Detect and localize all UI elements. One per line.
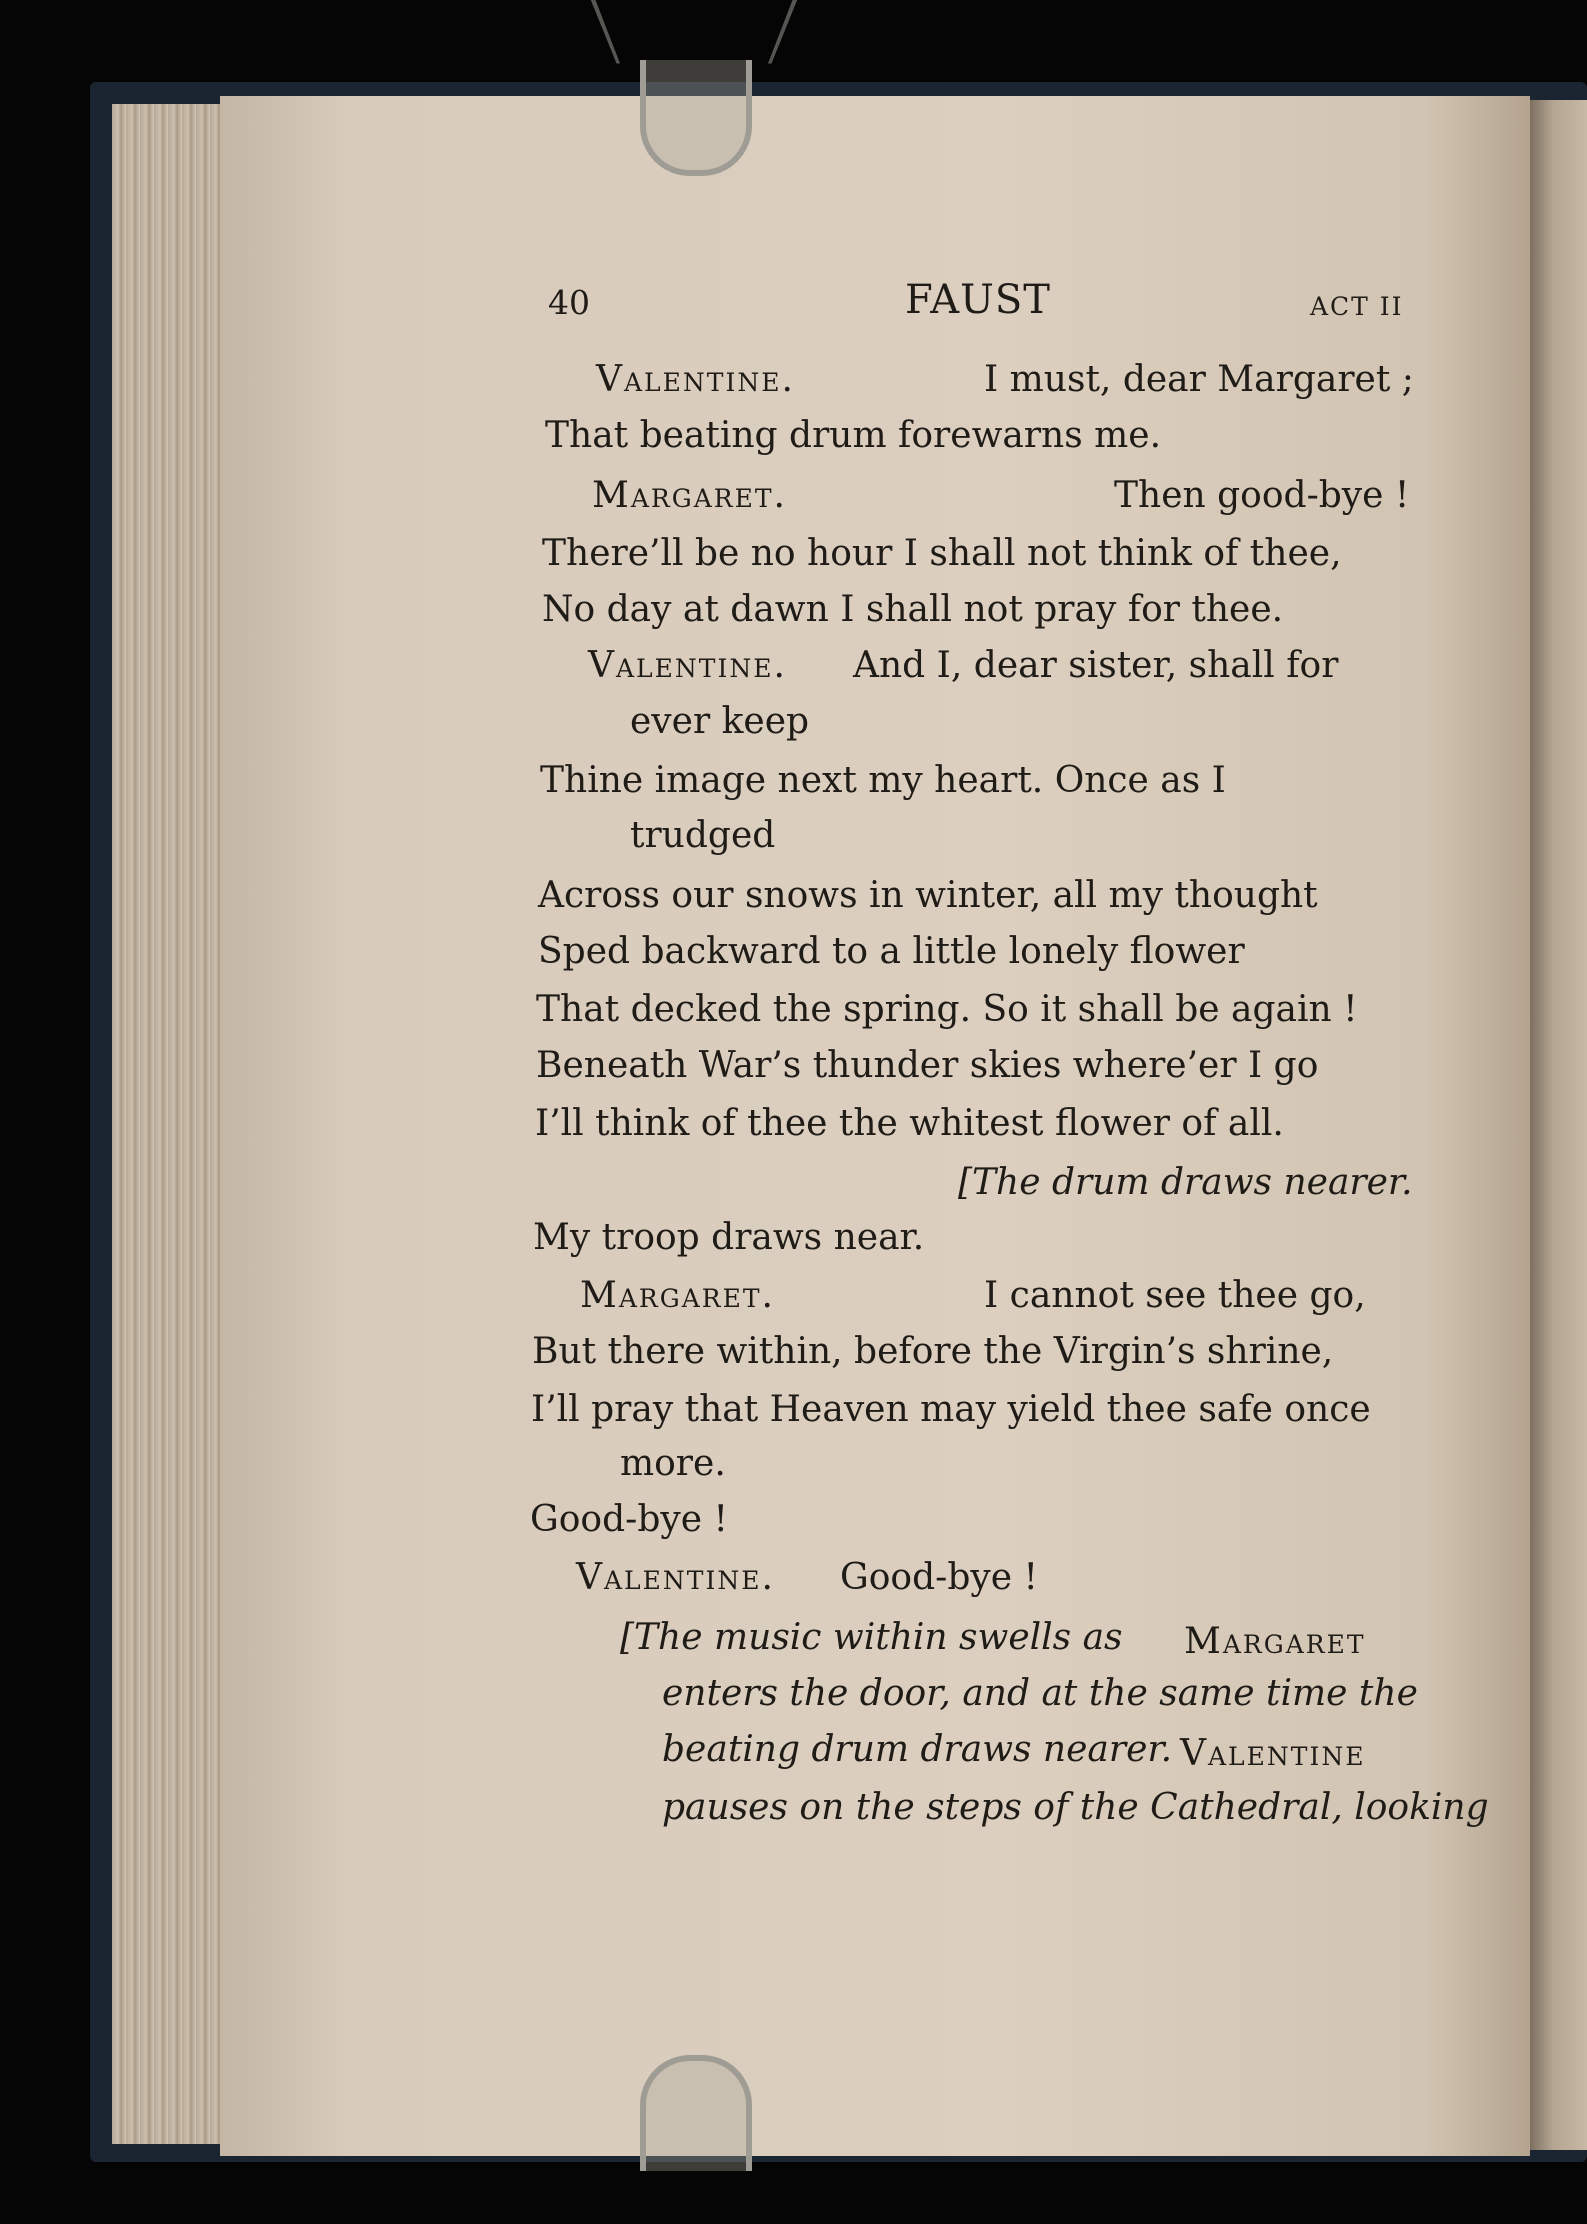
page-clip-stem bbox=[589, 0, 798, 64]
verse-line: more. bbox=[620, 1443, 726, 1484]
verse-line: There’ll be no hour I shall not think of thee, bbox=[542, 533, 1342, 574]
speaker-name: Margaret. bbox=[580, 1275, 775, 1316]
facing-page-edge bbox=[1530, 100, 1587, 2150]
act-label: ACT II bbox=[1310, 292, 1404, 321]
speaker-name: Valentine. bbox=[576, 1557, 775, 1598]
verse-line: Sped backward to a little lonely flower bbox=[538, 931, 1245, 972]
verse-line: No day at dawn I shall not pray for thee. bbox=[542, 589, 1284, 630]
speaker-name: Margaret. bbox=[592, 475, 787, 516]
verse-line: I’ll think of thee the whitest flower of all. bbox=[535, 1103, 1284, 1144]
speaker-name: Valentine. bbox=[588, 645, 787, 686]
verse-line: I’ll pray that Heaven may yield thee safe once bbox=[531, 1389, 1371, 1430]
verse-line: My troop draws near. bbox=[533, 1217, 925, 1258]
verse-line: Beneath War’s thunder skies where’er I go bbox=[536, 1045, 1319, 1086]
stage-direction-line: pauses on the steps of the Cathedral, looking bbox=[662, 1787, 1489, 1828]
verse-line: That beating drum forewarns me. bbox=[545, 415, 1162, 456]
page-number: 40 bbox=[548, 283, 590, 322]
page-clip-bottom bbox=[640, 2055, 752, 2171]
stage-direction-line: [The drum draws nearer. bbox=[958, 1162, 1413, 1203]
running-title: FAUST bbox=[905, 277, 1051, 323]
stage-direction-line: [The music within swells as bbox=[620, 1617, 1123, 1658]
verse-line: Good-bye ! bbox=[530, 1499, 728, 1540]
verse-line: Across our snows in winter, all my thought bbox=[538, 875, 1318, 916]
stage-direction-name: Valentine bbox=[1180, 1733, 1366, 1774]
page-clip-top bbox=[640, 60, 752, 176]
verse-line: I must, dear Margaret ; bbox=[984, 359, 1414, 400]
verse-line: I cannot see thee go, bbox=[984, 1275, 1366, 1316]
verse-line: But there within, before the Virgin’s shrine, bbox=[532, 1331, 1334, 1372]
verse-line: And I, dear sister, shall for bbox=[853, 645, 1339, 686]
verse-line: ever keep bbox=[630, 701, 810, 742]
stage-direction-line: enters the door, and at the same time the bbox=[662, 1673, 1418, 1714]
verse-line: Thine image next my heart. Once as I bbox=[540, 760, 1226, 801]
speaker-name: Valentine. bbox=[596, 359, 795, 400]
stage-direction-name: Margaret bbox=[1184, 1621, 1366, 1662]
verse-line: Good-bye ! bbox=[840, 1557, 1038, 1598]
verse-line: trudged bbox=[630, 815, 776, 856]
verse-line: That decked the spring. So it shall be again ! bbox=[536, 989, 1358, 1030]
verse-line: Then good-bye ! bbox=[1114, 475, 1410, 516]
stage-direction-line: beating drum draws nearer. bbox=[662, 1729, 1173, 1770]
